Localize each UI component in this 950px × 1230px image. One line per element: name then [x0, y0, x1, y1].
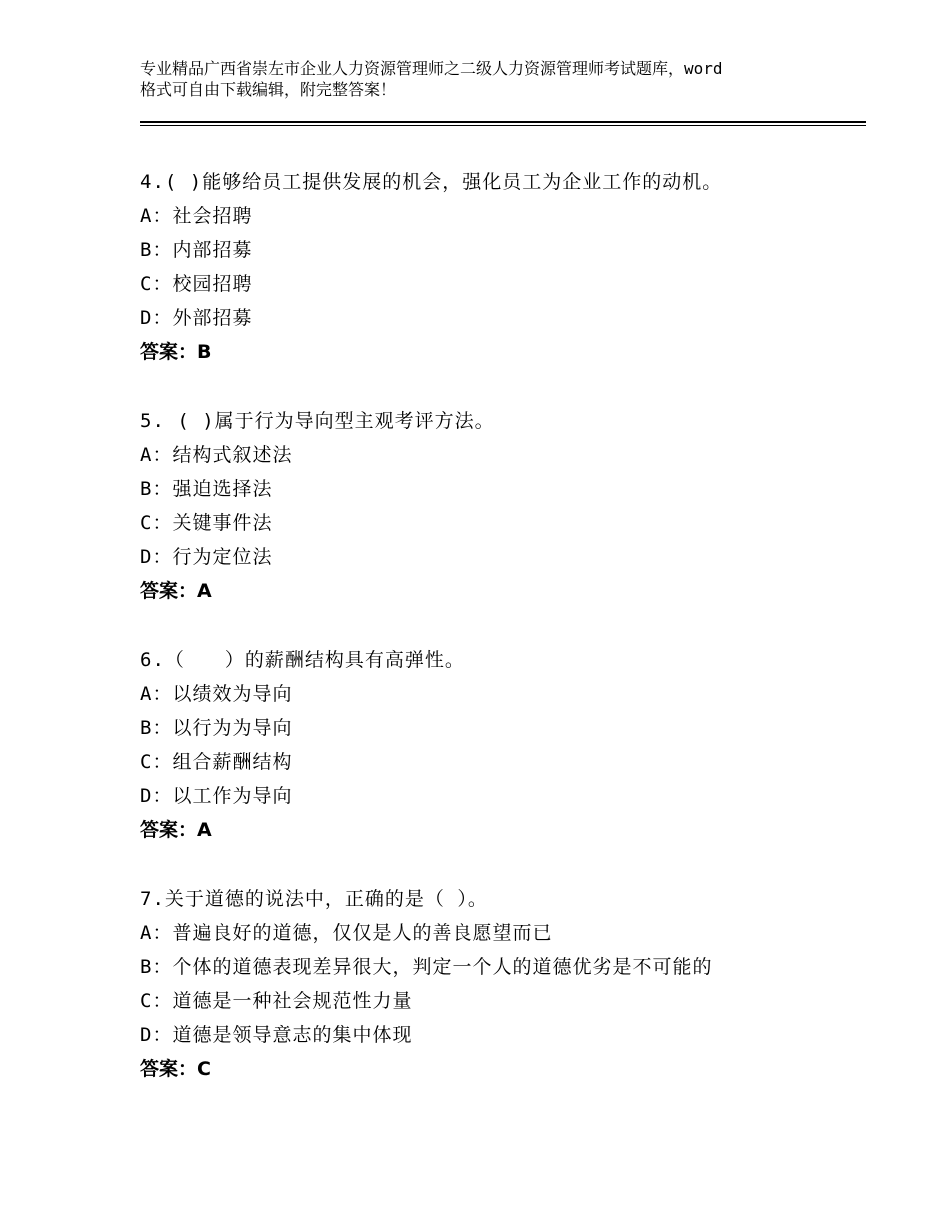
answer-label: 答案：B	[140, 341, 212, 363]
option-b: B：个体的道德表现差异很大，判定一个人的道德优劣是不可能的	[140, 956, 713, 978]
question-7	[140, 882, 860, 1086]
question-4	[140, 165, 860, 369]
question-text: 4.( )能够给员工提供发展的机会，强化员工为企业工作的动机。	[140, 171, 723, 193]
option-a: A：以绩效为导向	[140, 683, 293, 705]
question-text: 6.（ ）的薪酬结构具有高弹性。	[140, 649, 465, 671]
option-d: D：行为定位法	[140, 546, 273, 568]
question-text: 5. ( )属于行为导向型主观考评方法。	[140, 410, 495, 432]
header-divider-thin	[140, 125, 866, 126]
answer-label: 答案：A	[140, 580, 212, 602]
option-d: D：以工作为导向	[140, 785, 293, 807]
option-b: B：强迫选择法	[140, 478, 273, 500]
question-6	[140, 643, 860, 847]
option-c: C：组合薪酬结构	[140, 751, 293, 773]
option-a: A：结构式叙述法	[140, 444, 293, 466]
answer-label: 答案：C	[140, 1058, 211, 1080]
header-title-line-2: 格式可自由下载编辑，附完整答案！	[140, 80, 397, 99]
option-a: A：普遍良好的道德，仅仅是人的善良愿望而已	[140, 922, 553, 944]
option-c: C：道德是一种社会规范性力量	[140, 990, 413, 1012]
header-divider-thick	[140, 121, 866, 123]
option-a: A：社会招聘	[140, 205, 253, 227]
option-c: C：校园招聘	[140, 273, 253, 295]
question-list	[140, 165, 860, 1121]
option-b: B：内部招募	[140, 239, 253, 261]
question-5	[140, 404, 860, 608]
answer-label: 答案：A	[140, 819, 212, 841]
option-b: B：以行为为导向	[140, 717, 293, 739]
option-d: D：道德是领导意志的集中体现	[140, 1024, 413, 1046]
question-text: 7.关于道德的说法中，正确的是（ ）。	[140, 888, 488, 910]
option-d: D：外部招募	[140, 307, 253, 329]
document-header	[140, 58, 840, 100]
header-title-line-1: 专业精品广西省崇左市企业人力资源管理师之二级人力资源管理师考试题库，word	[140, 59, 723, 78]
option-c: C：关键事件法	[140, 512, 273, 534]
